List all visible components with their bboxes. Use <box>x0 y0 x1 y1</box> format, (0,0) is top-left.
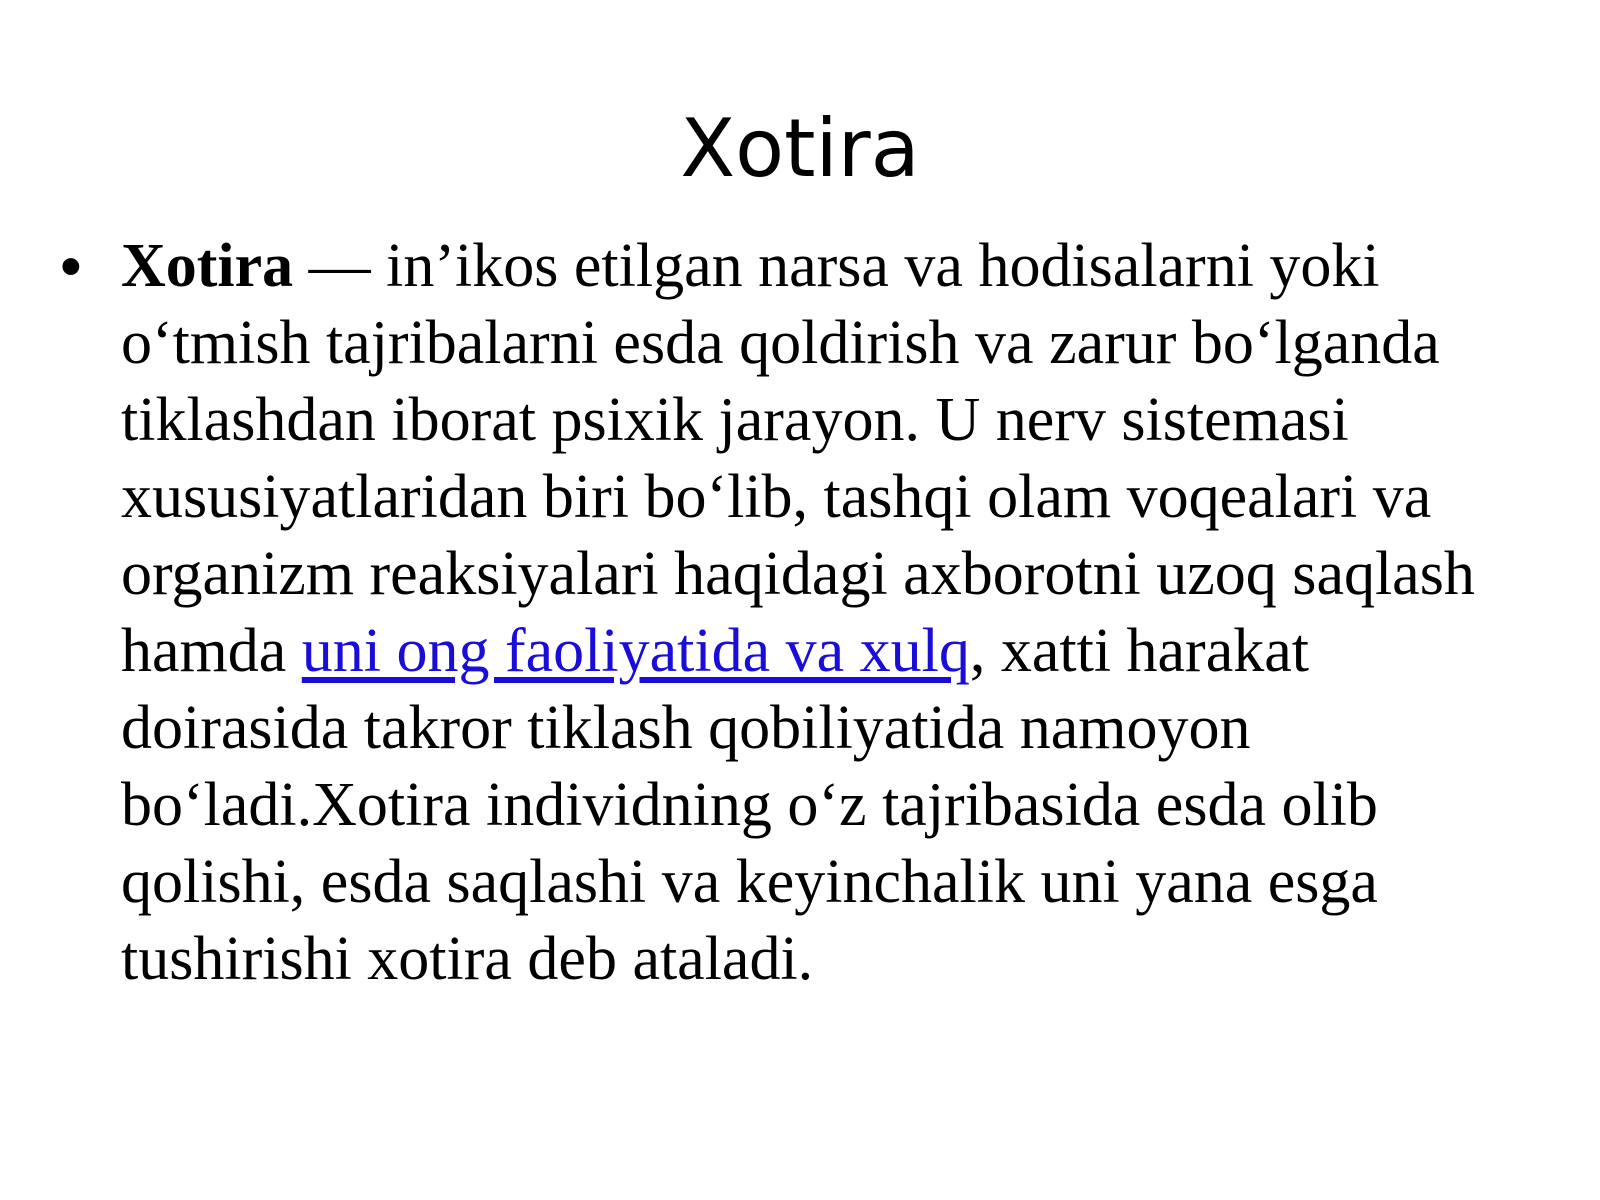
paragraph-text-before-link: — in’ikos etilgan narsa va hodisalarni yoki o‘tmish tajribalarni esda qoldirish va zarur bo‘lganda tiklashdan iborat psixik jarayon. U nerv sistemasi xususiyatlaridan biri bo‘lib, tashqi olam voqealari va organizm reaksiyalari haqidagi axborotni uzoq saqlash hamda <box>121 232 1475 685</box>
hyperlink[interactable]: uni ong faoliyatida va xulq <box>301 617 970 685</box>
bullet-list <box>60 228 1520 998</box>
bullet-icon: • <box>60 232 82 301</box>
paragraph-text-after-link: , xatti harakat doirasida takror tiklash qobiliyatida namoyon bo‘ladi.Xotira individning o‘z tajribasida esda olib qolishi, esda saqlashi va keyinchalik uni yana esga tushirishi xotira deb ataladi. <box>121 617 1378 993</box>
term-bold: Xotira <box>121 232 294 300</box>
bullet-item <box>60 228 1520 998</box>
slide-title: Xotira <box>680 102 920 195</box>
